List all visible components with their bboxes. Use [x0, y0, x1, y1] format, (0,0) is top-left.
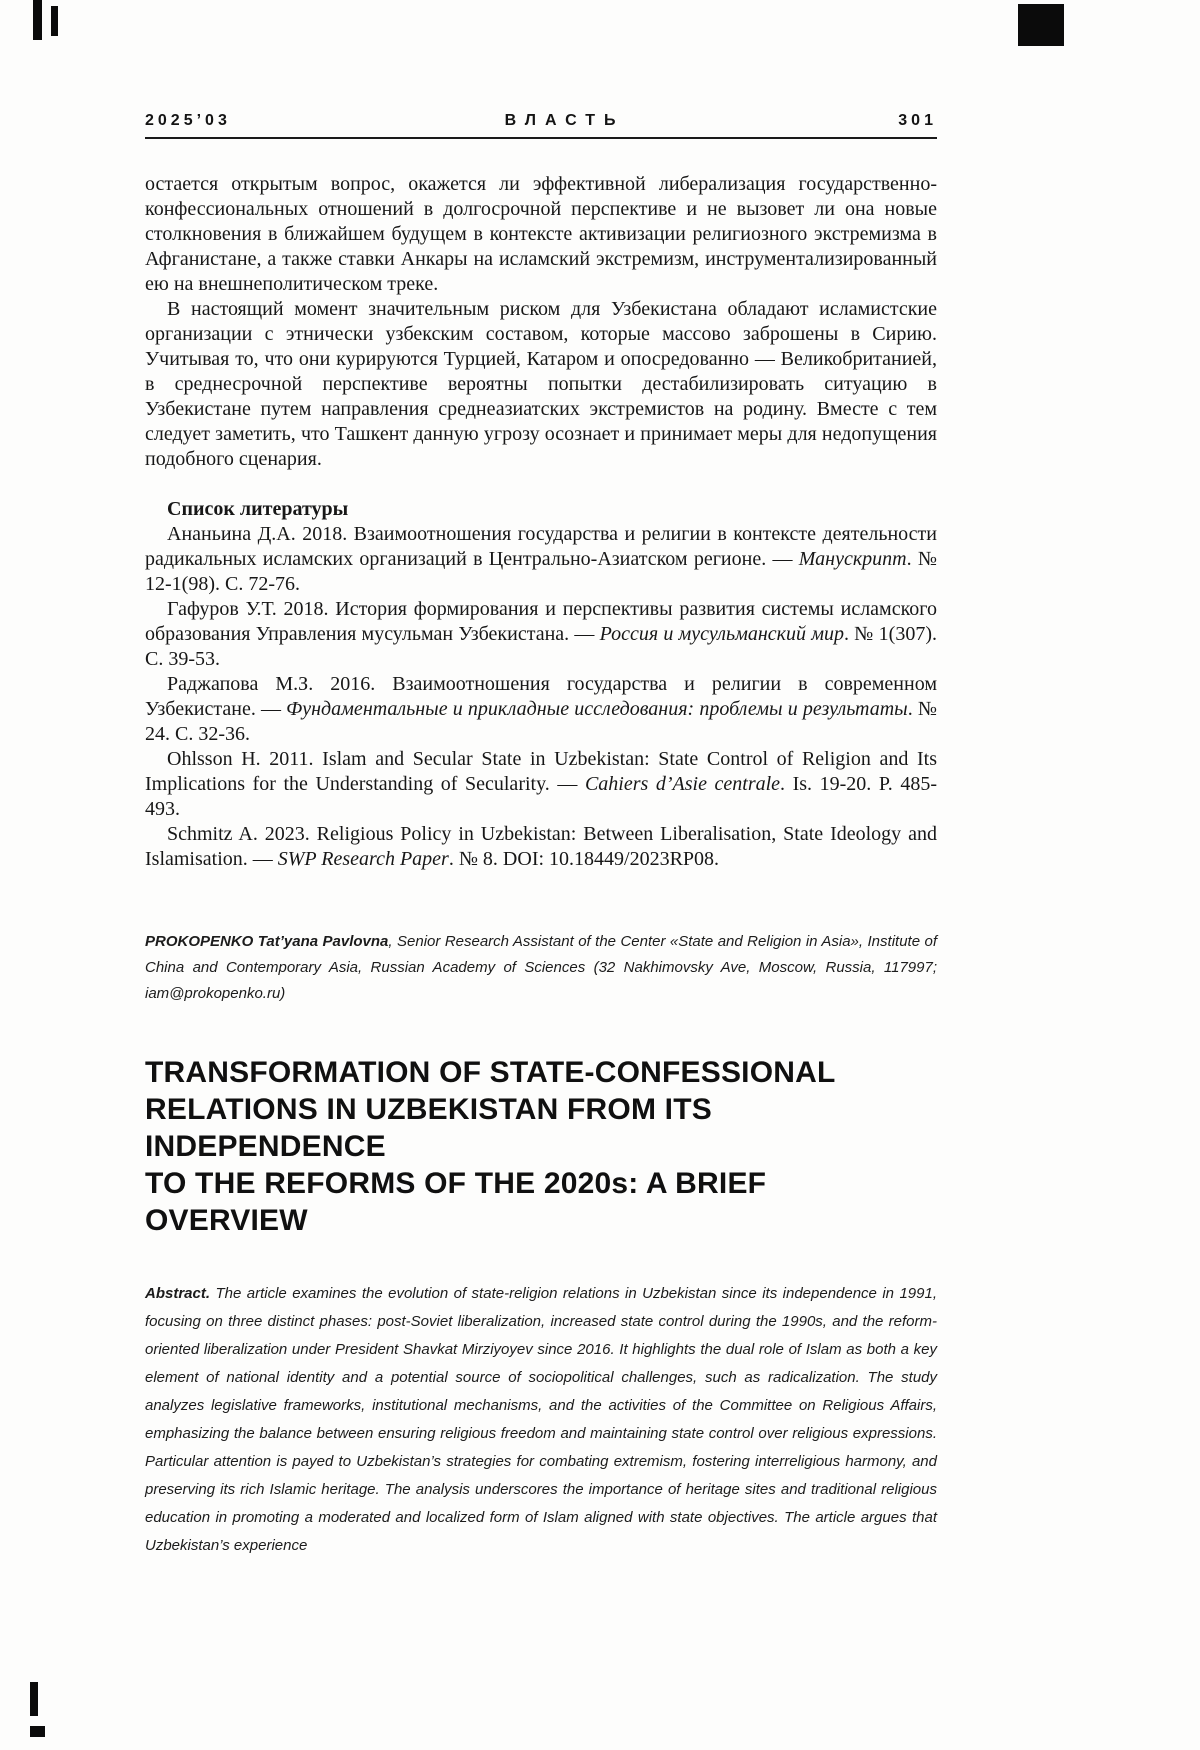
reference-journal: Россия и мусульманский мир [599, 623, 844, 645]
reference-locator: . Is. 19-20. P. 485-493. [145, 773, 938, 820]
reference-text: Раджапова М.З. 2016. Взаимоотношения государства и религии в современном Узбекистане. — [145, 673, 937, 720]
reference-item-1 [145, 522, 937, 597]
scan-mark-top-left-2 [51, 6, 58, 36]
reference-text: Гафуров У.Т. 2018. История формирования и перспективы развития системы исламского образования Управления мусульман Узбекистана. — [145, 598, 937, 645]
author-details: , Senior Research Assistant of the Center «State and Religion in Asia», Institute of China and Contemporary Asia, Russian Academy of Sciences (32 Nakhimovsky Ave, Moscow, Russia, 117997; iam@prokopenko.ru) [145, 933, 937, 1002]
article-title [145, 1054, 937, 1239]
page-content [145, 0, 937, 1560]
reference-locator: . № 1(307). С. 39-53. [145, 623, 937, 670]
article-title-line-3: TO THE REFORMS OF THE 2020s: A BRIEF OVERVIEW [145, 1167, 767, 1237]
reference-item-3 [145, 672, 937, 747]
article-title-line-1: TRANSFORMATION OF STATE-CONFESSIONAL [145, 1056, 836, 1089]
header-rule [145, 137, 937, 139]
reference-text: Schmitz A. 2023. Religious Policy in Uzbekistan: Between Liberalisation, State Ideology and Islamisation. — [145, 823, 937, 870]
reference-item-2 [145, 597, 937, 672]
running-head [145, 112, 937, 130]
page-number: 301 [898, 112, 937, 129]
article-title-line-2: RELATIONS IN UZBEKISTAN FROM ITS INDEPENDENCE [145, 1093, 712, 1163]
reference-journal: Cahiers d’Asie centrale [584, 773, 781, 795]
references-heading: Список литературы [167, 498, 349, 520]
scan-mark-top-left-1 [33, 0, 42, 40]
abstract-label: Abstract. [145, 1285, 211, 1302]
abstract [145, 1280, 937, 1560]
reference-journal: Манускрипт [798, 548, 907, 570]
reference-journal: SWP Research Paper [277, 848, 449, 870]
reference-item-5 [145, 822, 937, 872]
reference-text: Ohlsson H. 2011. Islam and Secular State in Uzbekistan: State Control of Religion and Its Implications for the Understanding of Secularity. — [145, 748, 937, 795]
abstract-text: The article examines the evolution of state-religion relations in Uzbekistan since its independence in 1991, focusing on three distinct phases: post-Soviet liberalization, increased state control during the 1990s, and the reform-oriented liberalization under President Shavkat Mirziyoyev since 2016. It highlights the dual role of Islam as both a key element of national identity and a potential source of sociopolitical challenges, such as radicalization. The study analyzes legislative frameworks, institutional mechanisms, and the activities of the Committee on Religious Affairs, emphasizing the balance between ensuring religious freedom and maintaining state control over religious expressions. Particular attention is payed to Uzbekistan’s strategies for combating extremism, fostering interreligious harmony, and preserving its rich Islamic heritage. The analysis underscores the importance of heritage sites and traditional religious education in promoting a moderated and localized form of Islam aligned with state objectives. The article argues that Uzbekistan’s experience [145, 1285, 937, 1554]
author-info [145, 929, 937, 1007]
journal-title: ВЛАСТЬ [504, 112, 625, 129]
reference-text: Ананьина Д.А. 2018. Взаимоотношения государства и религии в контексте деятельности радикальных исламских организаций в Центрально-Азиатском регионе. — [145, 523, 937, 570]
body-paragraph-2: В настоящий момент значительным риском для Узбекистана обладают исламистские организации с этнически узбекским составом, которые массово заброшены в Сирию. Учитывая то, что они курируются Турцией, Катаром и опосредованно — Великобританией, в среднесрочной перспективе вероятны попытки дестабилизировать ситуацию в Узбекистане путем направления среднеазиатских экстремистов на родину. Вместе с тем следует заметить, что Ташкент данную угрозу осознает и принимает меры для недопущения подобного сценария. [145, 298, 937, 470]
body-paragraph-1: остается открытым вопрос, окажется ли эффективной либерализация государственно-конфессиональных отношений в долгосрочной перспективе и не вызовет ли она новые столкновения в ближайшем будущем в контексте активизации религиозного экстремизма в Афганистане, а также ставки Анкары на исламский экстремизм, инструментализированный ею на внешнеполитическом треке. [145, 173, 937, 295]
scan-mark-top-right [1018, 4, 1064, 46]
issue-label: 2025’03 [145, 112, 231, 129]
reference-item-4 [145, 747, 937, 822]
reference-locator: . № 24. С. 32-36. [145, 698, 937, 745]
reference-journal: Фундаментальные и прикладные исследования: проблемы и результаты [286, 698, 908, 720]
scan-mark-bottom-left-2 [30, 1726, 45, 1737]
reference-locator: . № 8. DOI: 10.18449/2023RP08. [448, 848, 720, 870]
reference-locator: . № 12-1(98). С. 72-76. [145, 548, 937, 595]
scan-mark-bottom-left-1 [30, 1682, 38, 1716]
author-name: PROKOPENKO Tat’yana Pavlovna [145, 933, 389, 950]
